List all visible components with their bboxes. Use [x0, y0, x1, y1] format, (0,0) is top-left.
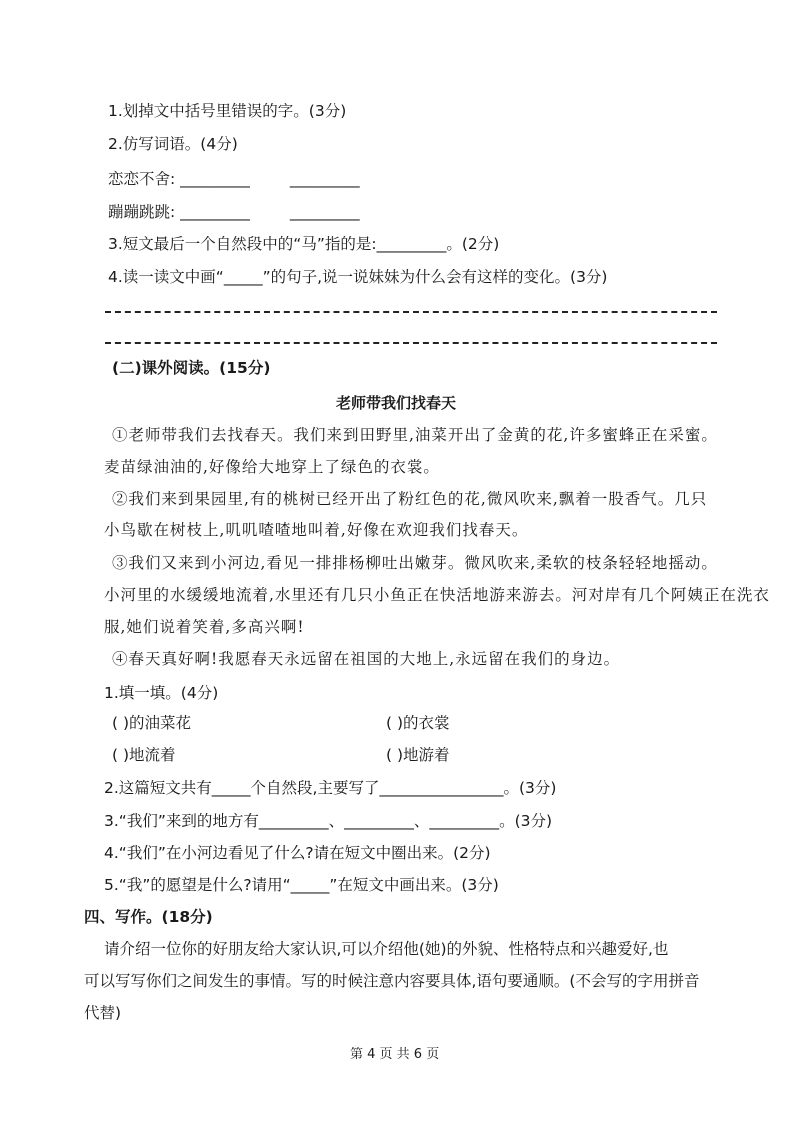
imitate-word-row-b	[108, 201, 360, 223]
reading-question-5: 5.“我”的愿望是什么?请用“_____”在短文中画出来。(3分)	[104, 876, 499, 894]
question-1: 1.划掉文中括号里错误的字。(3分)	[108, 102, 347, 120]
reading-question-1: 1.填一填。(4分)	[104, 684, 219, 702]
reading-question-3: 3.“我们”来到的地方有_________、_________、_________。(3分)	[104, 812, 553, 830]
essay-line: 小鸟歇在树枝上,叽叽喳喳地叫着,好像在欢迎我们找春天。	[104, 521, 529, 539]
reading-question-4: 4.“我们”在小河边看见了什么?请在短文中圈出来。(2分)	[104, 844, 491, 862]
page-number: 第 4 页 共 6 页	[350, 1047, 440, 1062]
essay-line: ④春天真好啊!我愿春天永远留在祖国的大地上,永远留在我们的身边。	[112, 650, 621, 668]
section-two-heading: (二)课外阅读。(15分)	[112, 359, 271, 377]
fill-item[interactable]: ( )的衣裳	[386, 714, 450, 732]
writing-prompt-line: 可以写写你们之间发生的事情。写的时候注意内容要具体,语句要通顺。(不会写的字用拼音	[84, 972, 700, 990]
writing-prompt-line: 代替)	[84, 1004, 122, 1022]
section-four-heading: 四、写作。(18分)	[84, 908, 213, 926]
question-2: 2.仿写词语。(4分)	[108, 135, 238, 153]
answer-line-2[interactable]	[105, 342, 717, 344]
imitate-word-row-a	[108, 168, 360, 190]
imitate-word-a: 恋恋不舍:	[108, 170, 176, 188]
fill-item[interactable]: ( )的油菜花	[112, 714, 192, 732]
essay-line: 麦苗绿油油的,好像给大地穿上了绿色的衣裳。	[104, 458, 440, 476]
fill-item[interactable]: ( )地游着	[386, 746, 450, 764]
essay-line: ③我们又来到小河边,看见一排排杨柳吐出嫩芽。微风吹来,柔软的枝条轻轻地摇动。	[112, 554, 718, 572]
imitate-blank-a2[interactable]: _________	[289, 170, 360, 188]
question-3: 3.短文最后一个自然段中的“马”指的是:_________。(2分)	[108, 235, 500, 253]
writing-prompt-line: 请介绍一位你的好朋友给大家认识,可以介绍他(她)的外貌、性格特点和兴趣爱好,也	[104, 940, 669, 958]
essay-line: 小河里的水缓缓地流着,水里还有几只小鱼正在快活地游来游去。河对岸有几个阿姨正在洗衣	[104, 586, 770, 604]
essay-line: ①老师带我们去找春天。我们来到田野里,油菜开出了金黄的花,许多蜜蜂正在采蜜。	[112, 426, 718, 444]
essay-line: 服,她们说着笑着,多高兴啊!	[104, 618, 305, 636]
answer-line-1[interactable]	[105, 311, 717, 313]
imitate-blank-b2[interactable]: _________	[289, 203, 360, 221]
imitate-blank-b1[interactable]: _________	[180, 203, 250, 221]
reading-question-2: 2.这篇短文共有_____个自然段,主要写了________________。(3分)	[104, 779, 557, 797]
essay-line: ②我们来到果园里,有的桃树已经开出了粉红色的花,微风吹来,飘着一股香气。几只	[112, 490, 708, 508]
imitate-blank-a1[interactable]: _________	[180, 170, 250, 188]
essay-title: 老师带我们找春天	[336, 394, 457, 412]
fill-item[interactable]: ( )地流着	[112, 746, 176, 764]
imitate-word-b: 蹦蹦跳跳:	[108, 203, 176, 221]
question-4: 4.读一读文中画“_____”的句子,说一说妹妹为什么会有这样的变化。(3分)	[108, 268, 608, 286]
